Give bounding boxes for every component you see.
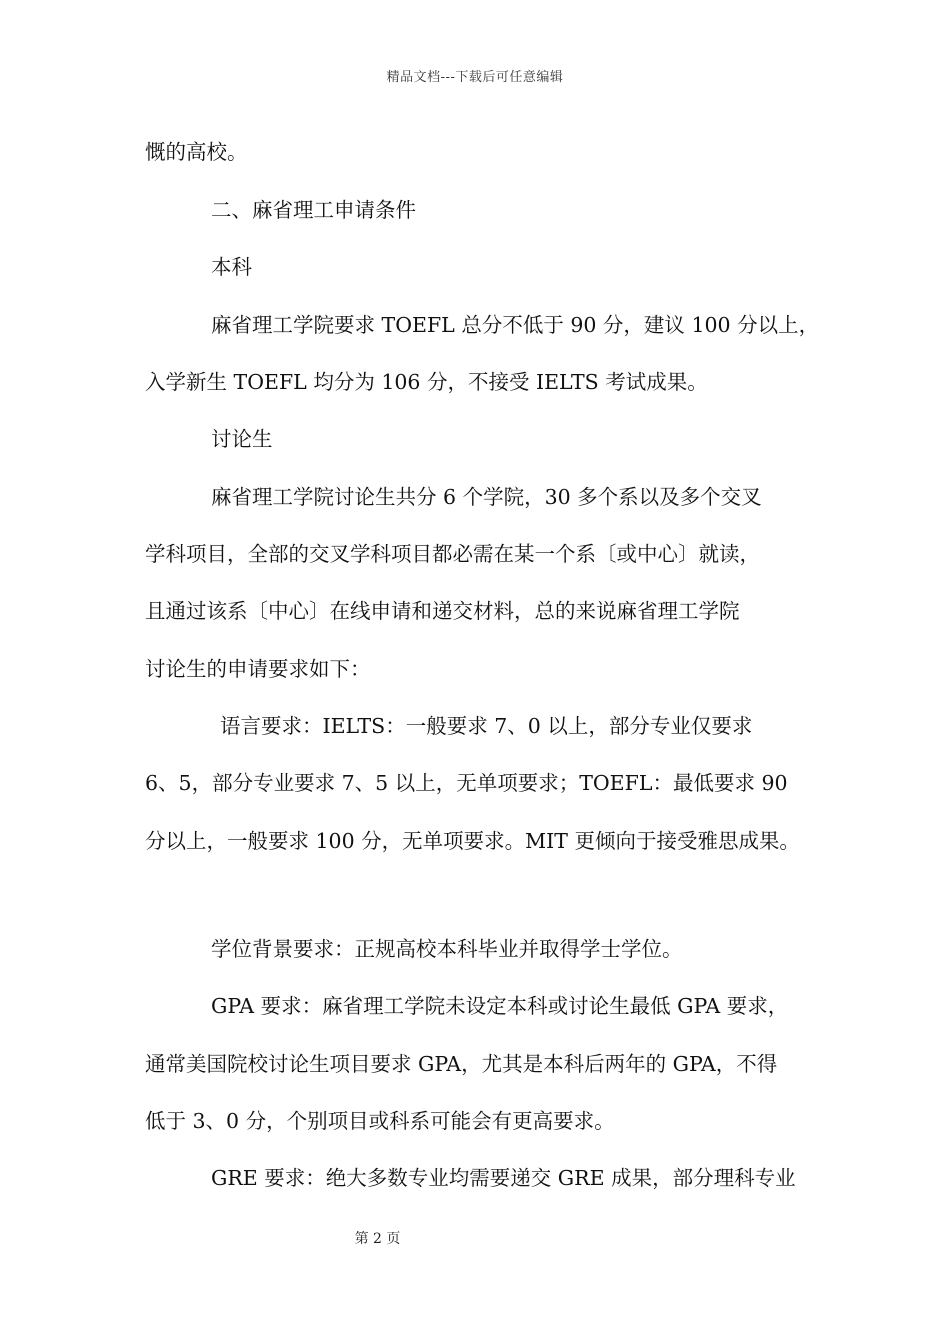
paragraph-line: 讨论生的申请要求如下： [145, 657, 371, 681]
paragraph-line: 通常美国院校讨论生项目要求 GPA，尤其是本科后两年的 GPA，不得 [145, 1052, 778, 1076]
paragraph-line: 麻省理工学院要求 TOEFL 总分不低于 90 分，建议 100 分以上， [211, 313, 820, 337]
section-heading: 二、麻省理工申请条件 [211, 198, 416, 222]
paragraph-line: 入学新生 TOEFL 均分为 106 分，不接受 IELTS 考试成果。 [145, 370, 708, 394]
paragraph-line: 低于 3、0 分，个别项目或科系可能会有更高要求。 [145, 1109, 615, 1133]
paragraph-line: 6、5，部分专业要求 7、5 以上，无单项要求；TOEFL：最低要求 90 [145, 771, 788, 795]
paragraph-line: 且通过该系〔中心〕在线申请和递交材料，总的来说麻省理工学院 [145, 599, 740, 623]
paragraph-line: 语言要求：IELTS：一般要求 7、0 以上，部分专业仅要求 [220, 714, 753, 738]
paragraph-line: 分以上，一般要求 100 分，无单项要求。MIT 更倾向于接受雅思成果。 [145, 829, 800, 853]
paragraph-line: 麻省理工学院讨论生共分 6 个学院，30 多个系以及多个交叉 [211, 485, 762, 509]
subheading-graduate: 讨论生 [211, 427, 273, 451]
subheading-undergraduate: 本科 [211, 255, 252, 279]
paragraph-line: 学科项目，全部的交叉学科项目都必需在某一个系〔或中心〕就读， [145, 542, 760, 566]
paragraph-line: GRE 要求：绝大多数专业均需要递交 GRE 成果，部分理科专业 [211, 1166, 796, 1190]
paragraph-line: 慨的高校。 [145, 140, 248, 164]
page-header: 精品文档---下载后可任意编辑 [386, 70, 564, 85]
paragraph-line: 学位背景要求：正规高校本科毕业并取得学士学位。 [211, 937, 683, 961]
paragraph-line: GPA 要求：麻省理工学院未设定本科或讨论生最低 GPA 要求， [211, 994, 789, 1018]
page-number: 第 2 页 [354, 1231, 401, 1247]
